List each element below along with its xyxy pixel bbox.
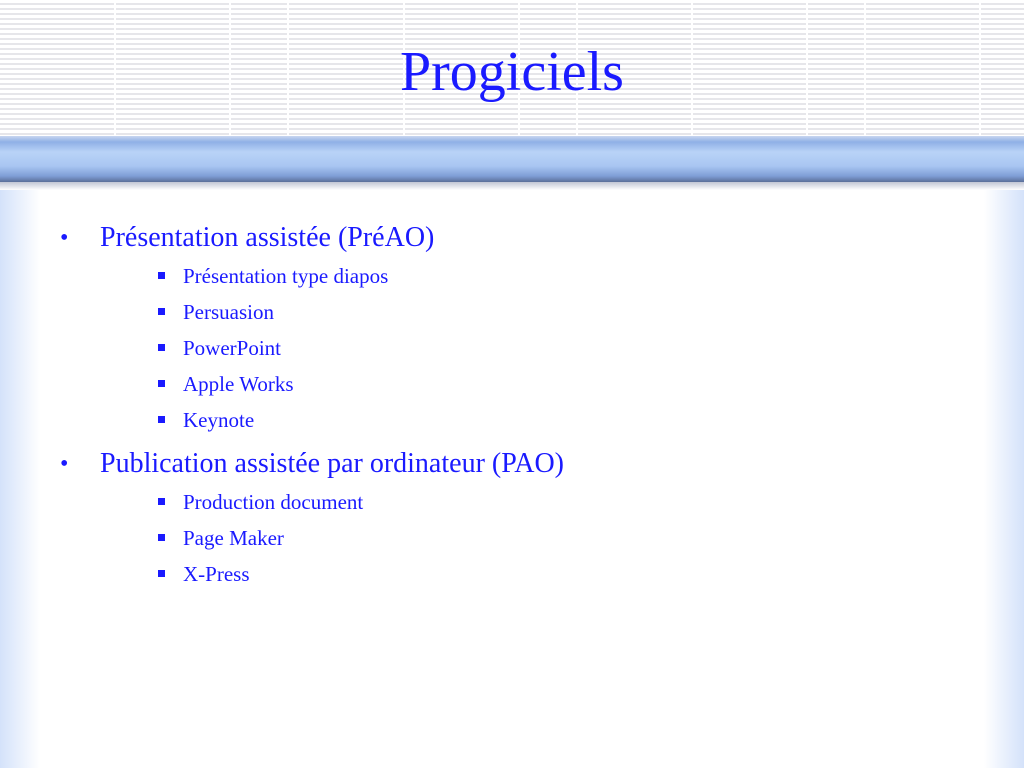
sub-bullet-list xyxy=(100,258,960,438)
sub-bullet-label: Page Maker xyxy=(183,526,284,550)
sub-bullet-label: PowerPoint xyxy=(183,336,282,360)
bullet-dot-icon: • xyxy=(60,451,69,477)
bullet-item xyxy=(60,444,960,592)
square-bullet-icon xyxy=(158,344,165,351)
sub-bullet-item xyxy=(158,556,960,592)
sub-bullet-item xyxy=(158,258,960,294)
left-edge-gradient xyxy=(0,190,40,768)
sub-bullet-label: Persuasion xyxy=(183,300,274,324)
sub-bullet-item xyxy=(158,402,960,438)
square-bullet-icon xyxy=(158,416,165,423)
square-bullet-icon xyxy=(158,498,165,505)
sub-bullet-item xyxy=(158,366,960,402)
sub-bullet-label: Keynote xyxy=(183,408,255,432)
bullet-item xyxy=(60,218,960,438)
sub-bullet-label: Production document xyxy=(183,490,364,514)
sub-bullet-label: Apple Works xyxy=(183,372,294,396)
bar-shadow xyxy=(0,182,1024,190)
sub-bullet-item xyxy=(158,520,960,556)
sub-bullet-label: X-Press xyxy=(183,562,250,586)
bullet-label: Publication assistée par ordinateur (PAO) xyxy=(100,448,564,479)
sub-bullet-list xyxy=(100,484,960,592)
bullet-list xyxy=(60,218,960,592)
bullet-label: Présentation assistée (PréAO) xyxy=(100,222,435,253)
square-bullet-icon xyxy=(158,570,165,577)
right-edge-gradient xyxy=(984,190,1024,768)
sub-bullet-item xyxy=(158,330,960,366)
title-underline-bar xyxy=(0,136,1024,182)
square-bullet-icon xyxy=(158,308,165,315)
sub-bullet-label: Présentation type diapos xyxy=(183,264,389,288)
square-bullet-icon xyxy=(158,272,165,279)
sub-bullet-item xyxy=(158,294,960,330)
square-bullet-icon xyxy=(158,380,165,387)
square-bullet-icon xyxy=(158,534,165,541)
slide-content xyxy=(60,218,960,598)
bullet-dot-icon: • xyxy=(60,225,69,251)
slide-title: Progiciels xyxy=(400,41,624,103)
sub-bullet-item xyxy=(158,484,960,520)
